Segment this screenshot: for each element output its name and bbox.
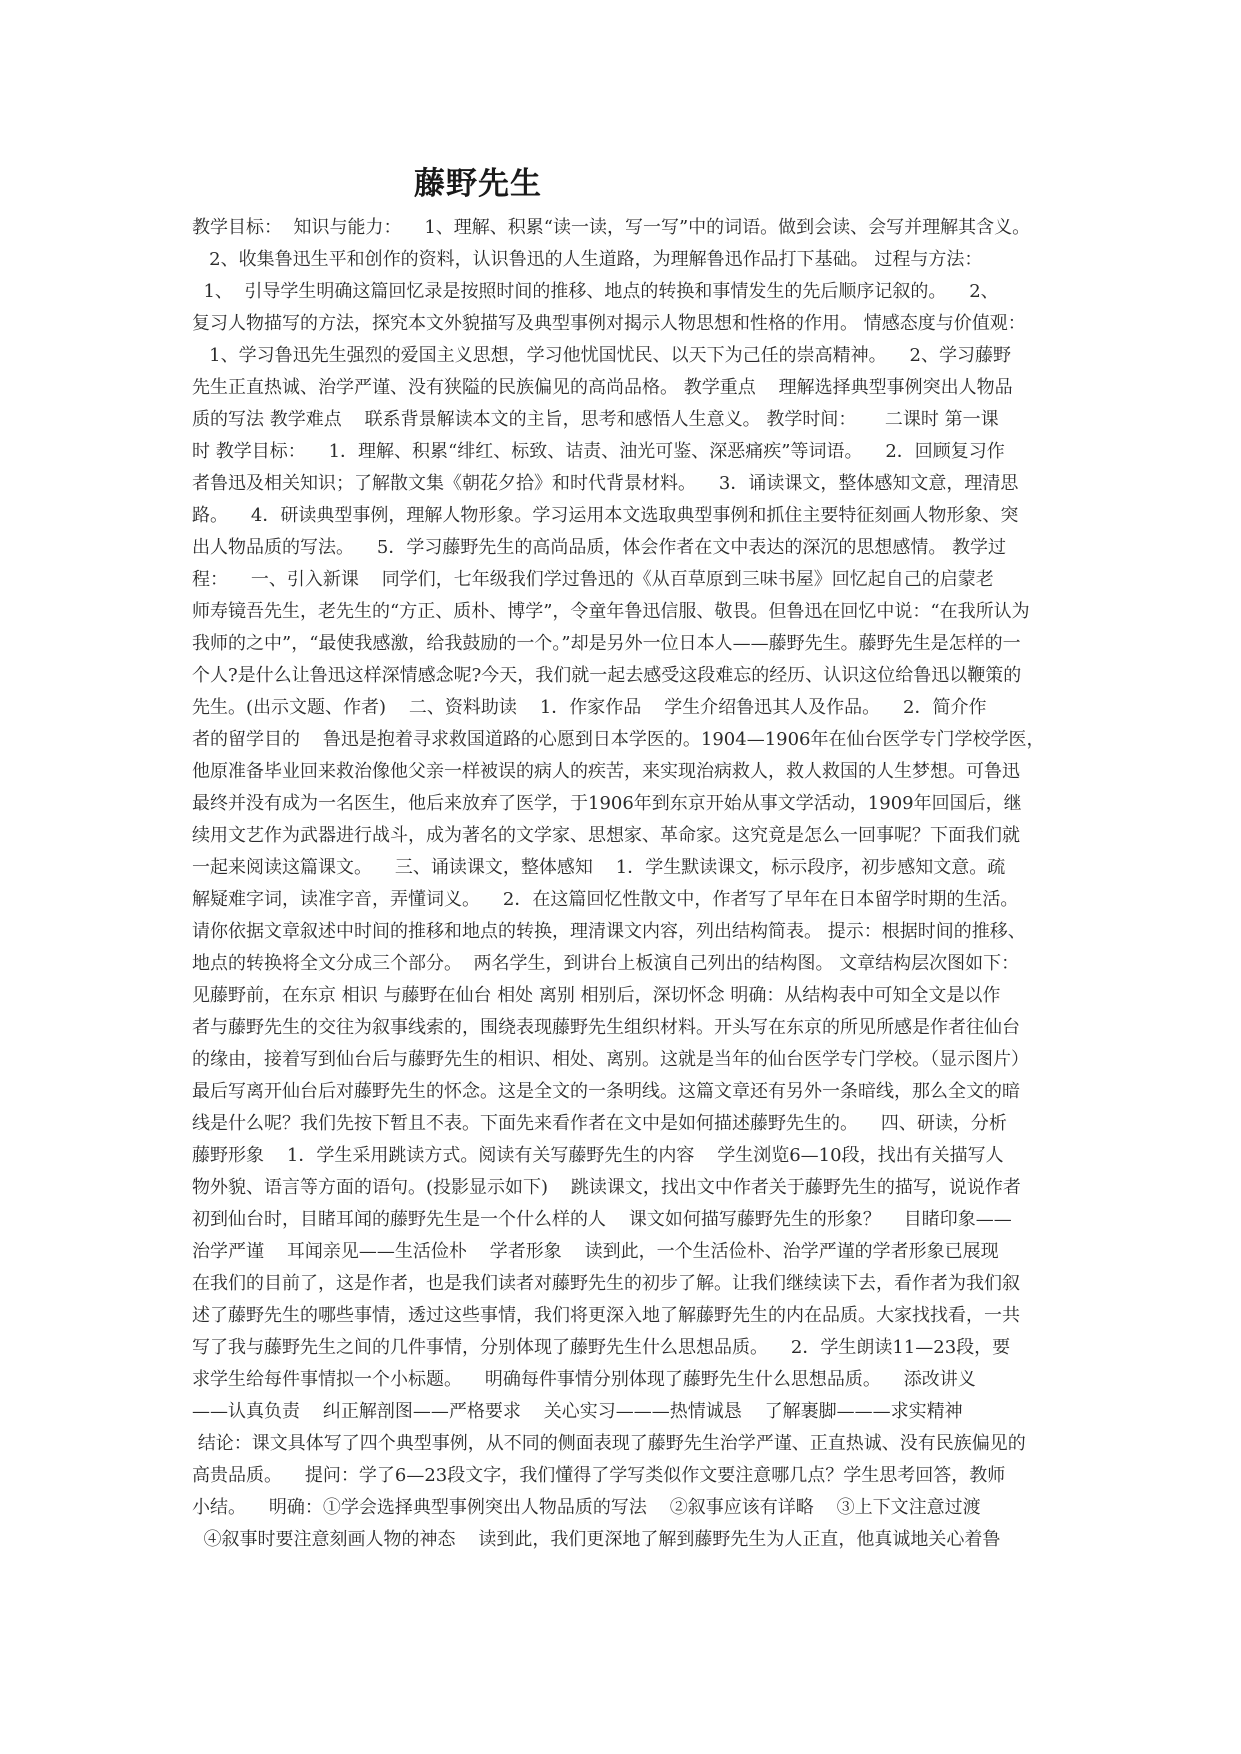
- body-text-line: 地点的转换将全文分成三个部分。 两名学生，到讲台上板演自己列出的结构图。 文章结构层次图如下：: [192, 953, 1020, 974]
- body-text-line: 线是什么呢？我们先按下暂且不表。下面先来看作者在文中是如何描述藤野先生的。 四、研读，分析: [192, 1113, 1007, 1134]
- body-text-line: 1、 引导学生明确这篇回忆录是按照时间的推移、地点的转换和事情发生的先后顺序记叙的。 2、: [192, 281, 999, 302]
- body-text-line: 先生正直热诚、治学严谨、没有狭隘的民族偏见的高尚品格。 教学重点 理解选择典型事例突出人物品: [192, 377, 1013, 398]
- body-text-line: 解疑难字词，读准字音，弄懂词义。 2．在这篇回忆性散文中，作者写了早年在日本留学时期的生活。: [192, 889, 1019, 910]
- body-text-line: 的缘由，接着写到仙台后与藤野先生的相识、相处、离别。这就是当年的仙台医学专门学校。（显示图片）: [192, 1049, 1029, 1070]
- body-text-line: 程： 一、引入新课 同学们，七年级我们学过鲁迅的《从百草原到三味书屋》回忆起自己的启蒙老: [192, 569, 994, 590]
- body-text-line: 写了我与藤野先生之间的几件事情，分别体现了藤野先生什么思想品质。 2．学生朗读11—23段，要: [192, 1337, 1011, 1358]
- body-text-line: 个人?是什么让鲁迅这样深情感念呢?今天，我们就一起去感受这段难忘的经历、认识这位给鲁迅以鞭策的: [192, 665, 1022, 686]
- body-text-line: 在我们的目前了，这是作者，也是我们读者对藤野先生的初步了解。让我们继续读下去，看作者为我们叙: [192, 1273, 1020, 1294]
- body-text-line: 我师的之中”，“最使我感激，给我鼓励的一个。”却是另外一位日本人——藤野先生。藤野先生是怎样的一: [192, 633, 1021, 654]
- body-text-line: 者的留学目的 鲁迅是抱着寻求救国道路的心愿到日本学医的。1904—1906年在仙台医学专门学校学医，: [192, 729, 1045, 750]
- body-text-line: 者与藤野先生的交往为叙事线索的，围绕表现藤野先生组织材料。开头写在东京的所见所感是作者往仙台: [192, 1017, 1020, 1038]
- body-text-line: 先生。(出示文题、作者) 二、资料助读 1．作家作品 学生介绍鲁迅其人及作品。 2．简介作: [192, 697, 987, 718]
- body-text-line: 时 教学目标： 1．理解、积累“绯红、标致、诘责、油光可鉴、深恶痛疾”等词语。 2．回顾复习作: [192, 441, 1005, 462]
- body-text-line: 路。 4．研读典型事例，理解人物形象。学习运用本文选取典型事例和抓住主要特征刻画人物形象、突: [192, 505, 1019, 526]
- body-text-line: 求学生给每件事情拟一个小标题。 明确每件事情分别体现了藤野先生什么思想品质。 添改讲义: [192, 1369, 976, 1390]
- body-text-line: 者鲁迅及相关知识；了解散文集《朝花夕拾》和时代背景材料。 3．诵读课文，整体感知文意，理清思: [192, 473, 1019, 494]
- body-text-line: 一起来阅读这篇课文。 三、诵读课文，整体感知 1．学生默读课文，标示段序，初步感知文意。疏: [192, 857, 1006, 878]
- body-text-line: 治学严谨 耳闻亲见——生活俭朴 学者形象 读到此，一个生活俭朴、治学严谨的学者形象已展现: [192, 1241, 999, 1262]
- body-text-line: 师寿镜吾先生，老先生的“方正、质朴、博学”，令童年鲁迅信服、敬畏。但鲁迅在回忆中说：“在我所认为: [192, 601, 1030, 622]
- body-text-line: ——认真负责 纠正解剖图——严格要求 关心实习———热情诚恳 了解裹脚———求实精神: [192, 1401, 963, 1422]
- body-text-line: 见藤野前，在东京 相识 与藤野在仙台 相处 离别 相别后，深切怀念 明确：从结构表中可知全文是以作: [192, 985, 1001, 1006]
- body-text-line: 最后写离开仙台后对藤野先生的怀念。这是全文的一条明线。这篇文章还有另外一条暗线，那么全文的暗: [192, 1081, 1020, 1102]
- body-text-line: 2、收集鲁迅生平和创作的资料，认识鲁迅的人生道路，为理解鲁迅作品打下基础。 过程与方法：: [192, 249, 983, 270]
- body-text-line: 1、学习鲁迅先生强烈的爱国主义思想，学习他忧国忧民、以天下为己任的崇高精神。 2、学习藤野: [192, 345, 1011, 366]
- document-body: [192, 212, 1060, 1556]
- body-text-line: 续用文艺作为武器进行战斗，成为著名的文学家、思想家、革命家。这究竟是怎么一回事呢？下面我们就: [192, 825, 1020, 846]
- body-text-line: 物外貌、语言等方面的语句。(投影显示如下) 跳读课文，找出文中作者关于藤野先生的描写，说说作者: [192, 1177, 1021, 1198]
- body-text-line: 出人物品质的写法。 5．学习藤野先生的高尚品质，体会作者在文中表达的深沉的思想感情。 教学过: [192, 537, 1007, 558]
- body-text-line: ④叙事时要注意刻画人物的神态 读到此，我们更深地了解到藤野先生为人正直，他真诚地关心着鲁: [192, 1529, 1001, 1550]
- body-text-line: 高贵品质。 提问：学了6—23段文字，我们懂得了学写类似作文要注意哪几点？学生思考回答，教师: [192, 1465, 1006, 1486]
- body-text-line: 结论：课文具体写了四个典型事例，从不同的侧面表现了藤野先生治学严谨、正直热诚、没有民族偏见的: [192, 1433, 1026, 1454]
- body-text-line: 最终并没有成为一名医生，他后来放弃了医学，于1906年到东京开始从事文学活动，1909年回国后，继: [192, 793, 1022, 814]
- body-text-line: 复习人物描写的方法，探究本文外貌描写及典型事例对揭示人物思想和性格的作用。 情感态度与价值观：: [192, 313, 1026, 334]
- body-text-line: 质的写法 教学难点 联系背景解读本文的主旨，思考和感悟人生意义。 教学时间： 二课时 第一课: [192, 409, 999, 430]
- body-text-line: 他原准备毕业回来救治像他父亲一样被误的病人的疾苦，来实现治病救人，救人救国的人生梦想。可鲁迅: [192, 761, 1020, 782]
- body-text-line: 述了藤野先生的哪些事情，透过这些事情，我们将更深入地了解藤野先生的内在品质。大家找找看，一共: [192, 1305, 1020, 1326]
- body-text-line: 教学目标： 知识与能力： 1、理解、积累“读一读，写一写”中的词语。做到会读、会写并理解其含义。: [192, 217, 1031, 238]
- body-text-line: 初到仙台时，目睹耳闻的藤野先生是一个什么样的人 课文如何描写藤野先生的形象？ 目睹印象——: [192, 1209, 1012, 1230]
- body-text-line: 藤野形象 1．学生采用跳读方式。阅读有关写藤野先生的内容 学生浏览6—10段，找出有关描写人: [192, 1145, 1004, 1166]
- body-text-line: 小结。 明确：①学会选择典型事例突出人物品质的写法 ②叙事应该有详略 ③上下文注意过渡: [192, 1497, 981, 1518]
- body-text-line: 请你依据文章叙述中时间的推移和地点的转换，理清课文内容，列出结构简表。 提示：根据时间的推移、: [192, 921, 1026, 942]
- document-title: 藤野先生: [414, 166, 542, 202]
